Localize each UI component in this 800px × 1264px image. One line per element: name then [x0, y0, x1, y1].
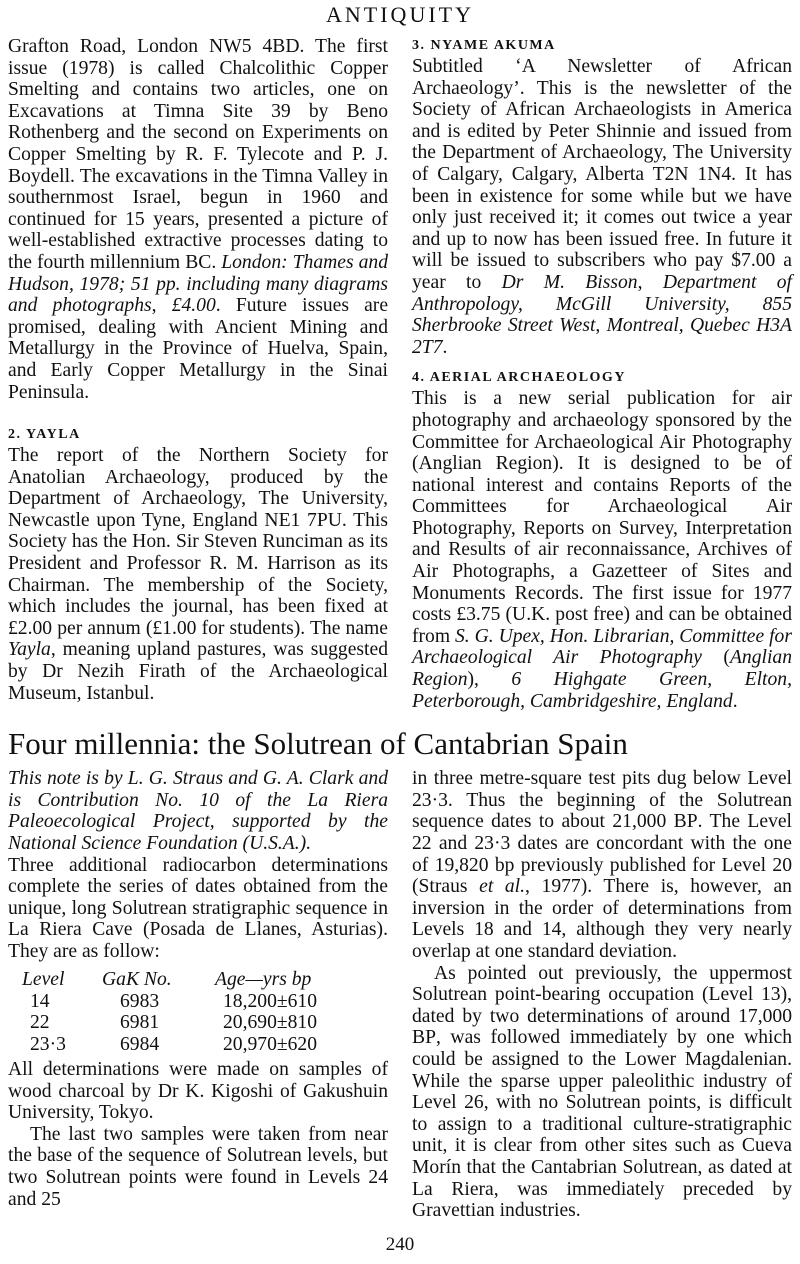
article-section — [8, 768, 792, 1221]
cell: 14 — [30, 990, 50, 1012]
article-paragraph — [412, 963, 792, 1222]
text: Yayla — [8, 639, 51, 661]
text: , 1977). There is, however, an inversion in the order of determinations from Levels 18 and 14, although they very nearly overlap at one standard deviation. — [412, 876, 792, 962]
section-heading-nyame-akuma: 3. NYAME AKUMA — [412, 38, 556, 53]
text: Montreal, Quebec H3A 2T7 — [412, 315, 793, 358]
running-head: ANTIQUITY — [326, 2, 474, 27]
text: , — [595, 315, 607, 337]
section-heading-aerial-archaeology: 4. AERIAL ARCHAEOLOGY — [412, 370, 626, 386]
text: , was followed immediately by one which could be assigned to the Lower Magdalenian. While the sparse upper paleolithic industry of Level 26, with no Solutrean points, is difficult to assign to a traditional culture-stratigraphic unit, it is clear from other sites such as Cueva Morín that the Cantabrian Solutrean, as dated at La Riera, was immediately preceded by Gravettian industries. — [412, 1027, 792, 1222]
column-header: Level — [22, 968, 65, 990]
article-title: Four millennia: the Solutrean of Cantabrian Spain — [8, 726, 628, 762]
top-right-column — [412, 36, 792, 712]
text: Anglian Region — [412, 647, 792, 691]
cell: 20,970±620 — [223, 1033, 318, 1055]
cell: 6983 — [120, 990, 160, 1012]
paragraph-aerial-archaeology — [412, 388, 792, 712]
text: BP — [673, 811, 698, 833]
price: £4.00 — [171, 295, 216, 317]
article-paragraph: Three additional radiocarbon determinations complete the series of dates obtained from the unique, long Solutrean stratigraphic sequence in La Riera Cave (Posada de Llanes, Asturias). They are as follow: — [8, 854, 388, 962]
text: . — [211, 251, 222, 273]
cell: 23·3 — [30, 1033, 66, 1055]
text: , — [637, 271, 663, 293]
text: As pointed out previously, the uppermost Solutrean point-bearing occupation (Level 13), dated by two determinations of around 17,000 — [412, 962, 792, 1027]
radiocarbon-table — [22, 969, 317, 1056]
section-heading-yayla: 2. YAYLA — [8, 427, 81, 443]
article-paragraph: The last two samples were taken from near the base of the sequence of Solutrean levels, but two Solutrean points were found in Levels 24 and 25 — [8, 1123, 388, 1210]
article-right-column — [412, 768, 792, 1221]
text: Department of Anthropology, McGill University, 855 Sherbrooke Street West — [412, 271, 792, 337]
article-paragraph — [412, 768, 792, 962]
paragraph-nyame-akuma — [412, 56, 792, 358]
text: . The Level 22 and 23·3 dates are concordant with the one of 19,820 bp previously published for Level 20 (Straus — [412, 811, 793, 898]
article-note: This note is by L. G. Straus and G. A. Clark and is Contribution No. 10 of the La Riera Paleoecological Project, supported by the National Science Foundation (U.S.A.). — [8, 768, 388, 854]
cell: 20,690±810 — [223, 1012, 318, 1034]
text: , — [151, 295, 172, 317]
table-header-row — [22, 969, 317, 991]
table-row — [22, 1034, 317, 1056]
text: Dr M. Bisson — [501, 271, 638, 293]
text: BP — [412, 1027, 436, 1049]
text: 6 Highgate Green, Elton, Peterborough, Cambridgeshire, England — [412, 669, 792, 712]
cell: 6984 — [120, 1033, 160, 1055]
text: . — [442, 336, 448, 358]
cell: 22 — [30, 1012, 50, 1034]
text: in three metre-square test pits dug below Level 23·3. Thus the beginning of the Solutrean sequence dates to about 21,000 — [412, 768, 792, 833]
citation: London: Thames and Hudson, 1978; 51 pp. including many diagrams and photographs — [8, 251, 388, 317]
article-left-column — [8, 768, 388, 1210]
paragraph-yayla — [8, 445, 388, 704]
text: The report of the Northern Society for Anatolian Archaeology, produced by the Department of Archaeology, The University, Newcastle upon Tyne, England NE1 7PU. This Society has the Hon. Sir Steven Runciman as its President and Professor R. M. Harrison as its Chairman. The membership of the Society, which includes the journal, has been fixed at £2.00 per annum (£1.00 for students). The name — [8, 445, 388, 639]
text: ), — [467, 669, 512, 691]
table-row — [22, 991, 317, 1013]
table-row — [22, 1012, 317, 1034]
top-section — [8, 36, 792, 712]
text: Subtitled ‘A Newsletter of African Archaeology’. This is the newsletter of the Society of African Archaeologists in America and is edited by Peter Shinnie and issued from the Department of Archaeology, The University of Calgary, Calgary, Alberta T2N 1N4. It has been in existence for some while but we have only just received it; it comes out twice a year and up to now has been issued free. In future it will be issued to subscribers who pay $7.00 a year to — [412, 56, 792, 293]
column-header: Age—yrs bp — [215, 968, 312, 990]
text: . — [732, 690, 738, 712]
paragraph-timna — [8, 36, 388, 403]
text: Grafton Road, London NW5 4BD. The first issue (1978) is called Chalcolithic Copper Smelting and contains two articles, one on Excavations at Timna Site 39 by Beno Rothenberg and the second on Experiments on Copper Smelting by R. F. Tylecote and P. J. Boydell. The excavations in the Timna Valley in southernmost Israel, begun in 1960 and continued for 15 years, presented a picture of well-established extractive processes dating to the fourth millennium — [8, 36, 388, 273]
cell: 6981 — [120, 1012, 160, 1034]
text: . Future issues are promised, dealing with Ancient Mining and Metallurgy in the Province of Huelva, Spain, and Early Copper Metallurgy in the Sinai Peninsula. — [8, 295, 389, 403]
text: ( — [701, 647, 730, 669]
page-number: 240 — [385, 1233, 415, 1255]
cell: 18,200±610 — [223, 990, 318, 1012]
text: This is a new serial publication for air photography and archaeology sponsored by the Committee for Archaeological Air Photography (Anglian Region). It is designed to be of national interest and contains Reports of the Committees for Archaeological Air Photography, Reports on Survey, Interpretation and Results of air reconnaissance, Archives of Air Photographs, a Gazetteer of Sites and Monuments Records. The first issue for 1977 costs £3.75 (U.K. post free) and can be obtained from — [412, 388, 792, 647]
column-header: GaK No. — [102, 968, 172, 990]
text: , meaning upland pastures, was suggested by Dr Nezih Firath of the Archaeological Museum, Istanbul. — [8, 639, 388, 704]
text: S. G. Upex, Hon. Librarian, Committee for Archaeological Air Photography — [412, 625, 792, 669]
text: BC — [185, 251, 212, 273]
article-paragraph: All determinations were made on samples of wood charcoal by Dr K. Kigoshi of Gakushuin University, Tokyo. — [8, 1059, 388, 1124]
text: et al. — [479, 876, 526, 898]
top-left-column — [8, 36, 388, 704]
